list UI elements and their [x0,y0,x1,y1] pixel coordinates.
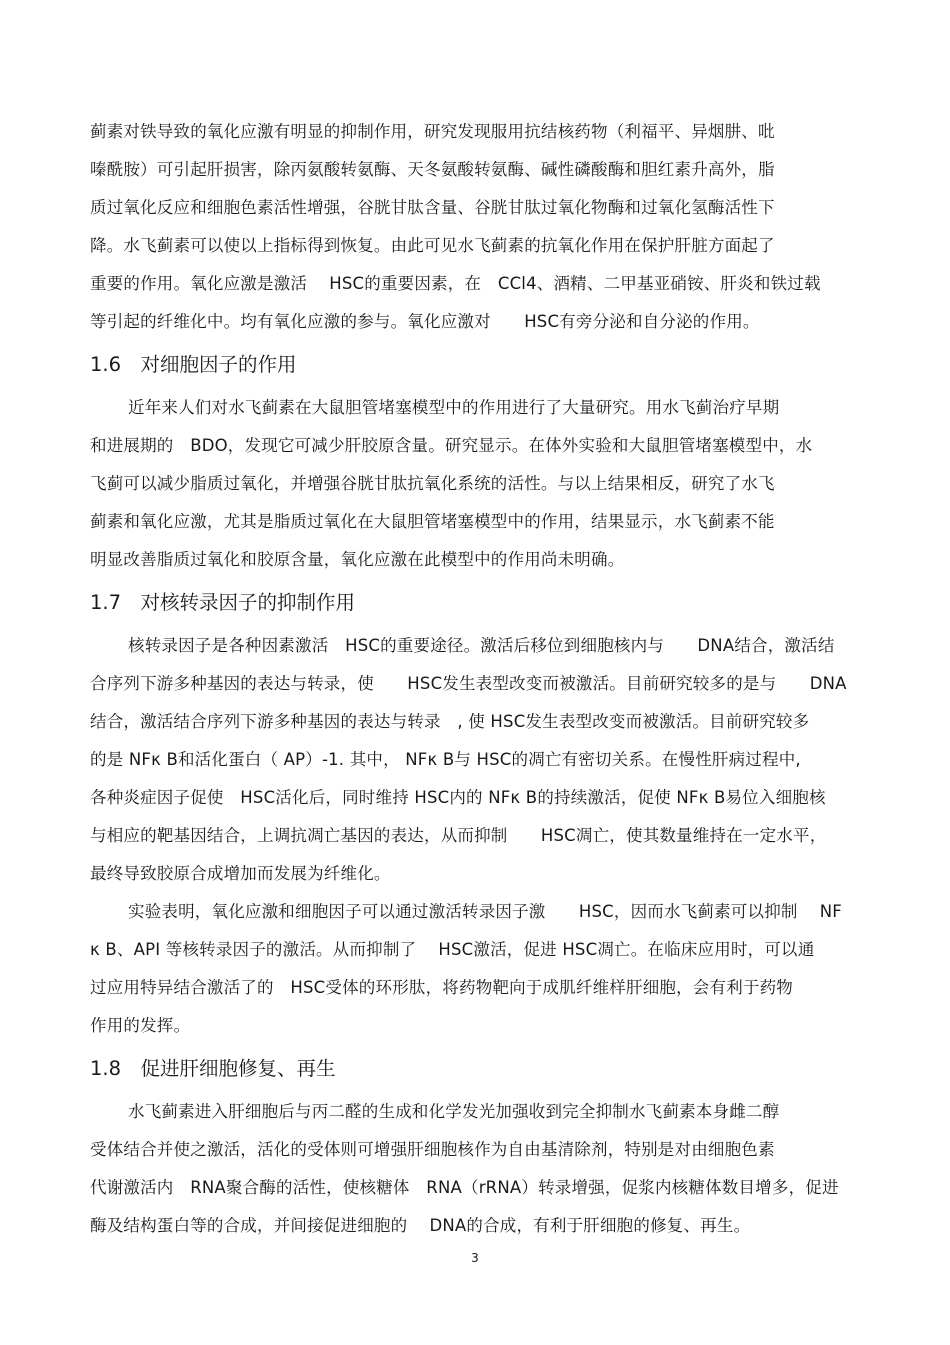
paragraph-line: 核转录因子是各种因素激活 HSC的重要途径。激活后移位到细胞核内与 DNA结合，激活结 [128,636,835,655]
paragraph-line: 等引起的纤维化中。均有氧化应激的参与。氧化应激对 HSC有旁分泌和自分泌的作用。 [90,312,760,331]
paragraph-line: 结合，激活结合序列下游多种基因的表达与转录 , 使 HSC发生表型改变而被激活。目前研究较多 [90,712,810,731]
page-number: 3 [471,1251,479,1265]
paragraph-line: 各种炎症因子促使 HSC活化后，同时维持 HSC内的 NFκ B的持续激活，促使 NFκ B易位入细胞核 [90,788,826,807]
paragraph-line: 过应用特异结合激活了的 HSC受体的环形肽，将药物靶向于成肌纤维样肝细胞，会有利于药物 [90,978,794,997]
paragraph-line: 受体结合并使之激活，活化的受体则可增强肝细胞核作为自由基清除剂，特别是对由细胞色素 [90,1140,775,1159]
paragraph-line: 近年来人们对水飞蓟素在大鼠胆管堵塞模型中的作用进行了大量研究。用水飞蓟治疗早期 [128,398,780,417]
paragraph-line: 合序列下游多种基因的表达与转录，使 HSC发生表型改变而被激活。目前研究较多的是与 DNA [90,674,847,693]
paragraph-line: 飞蓟可以减少脂质过氧化，并增强谷胱甘肽抗氧化系统的活性。与以上结果相反，研究了水飞 [90,474,775,493]
paragraph-line: 代谢激活内 RNA聚合酶的活性，使核糖体 RNA（rRNA）转录增强，促浆内核糖体数目增多，促进 [90,1178,839,1197]
paragraph-line: 降。水飞蓟素可以使以上指标得到恢复。由此可见水飞蓟素的抗氧化作用在保护肝脏方面起了 [90,236,775,255]
paragraph-line: 重要的作用。氧化应激是激活 HSC的重要因素，在 CCl4、酒精、二甲基亚硝铵、肝炎和铁过载 [90,274,821,293]
section-heading-1-7: 1.7 对核转录因子的抑制作用 [90,591,356,614]
paragraph-line: 质过氧化反应和细胞色素活性增强，谷胱甘肽含量、谷胱甘肽过氧化物酶和过氧化氢酶活性下 [90,198,775,217]
section-heading-1-8: 1.8 促进肝细胞修复、再生 [90,1057,336,1080]
section-heading-1-6: 1.6 对细胞因子的作用 [90,353,297,376]
paragraph-line: 明显改善脂质过氧化和胶原含量，氧化应激在此模型中的作用尚未明确。 [90,550,625,569]
paragraph-line: 作用的发挥。 [90,1016,191,1035]
paragraph-line: 酶及结构蛋白等的合成，并间接促进细胞的 DNA的合成，有利于肝细胞的修复、再生。 [90,1216,751,1235]
paragraph-line: 的是 NFκ B和活化蛋白（ AP）-1. 其中， NFκ B与 HSC的凋亡有密切关系。在慢性肝病过程中, [90,750,801,769]
paragraph-line: 水飞蓟素进入肝细胞后与丙二醛的生成和化学发光加强收到完全抑制水飞蓟素本身雌二醇 [128,1102,780,1121]
paragraph-line: 与相应的靶基因结合，上调抗凋亡基因的表达，从而抑制 HSC凋亡，使其数量维持在一定水平， [90,826,827,845]
paragraph-line: 蓟素对铁导致的氧化应激有明显的抑制作用，研究发现服用抗结核药物（利福平、异烟肼、吡 [90,122,775,141]
paragraph-line: 和进展期的 BDO，发现它可减少肝胶原含量。研究显示。在体外实验和大鼠胆管堵塞模型中，水 [90,436,813,455]
paragraph-line: 最终导致胶原合成增加而发展为纤维化。 [90,864,391,883]
paragraph-line: 实验表明，氧化应激和细胞因子可以通过激活转录因子激 HSC，因而水飞蓟素可以抑制 NF [128,902,842,921]
paragraph-line: 嗪酰胺）可引起肝损害，除丙氨酸转氨酶、天冬氨酸转氨酶、碱性磷酸酶和胆红素升高外，脂 [90,160,775,179]
paragraph-line: 蓟素和氧化应激，尤其是脂质过氧化在大鼠胆管堵塞模型中的作用，结果显示，水飞蓟素不能 [90,512,775,531]
paragraph-line: κ B、API 等核转录因子的激活。从而抑制了 HSC激活，促进 HSC凋亡。在临床应用时，可以通 [90,940,815,959]
